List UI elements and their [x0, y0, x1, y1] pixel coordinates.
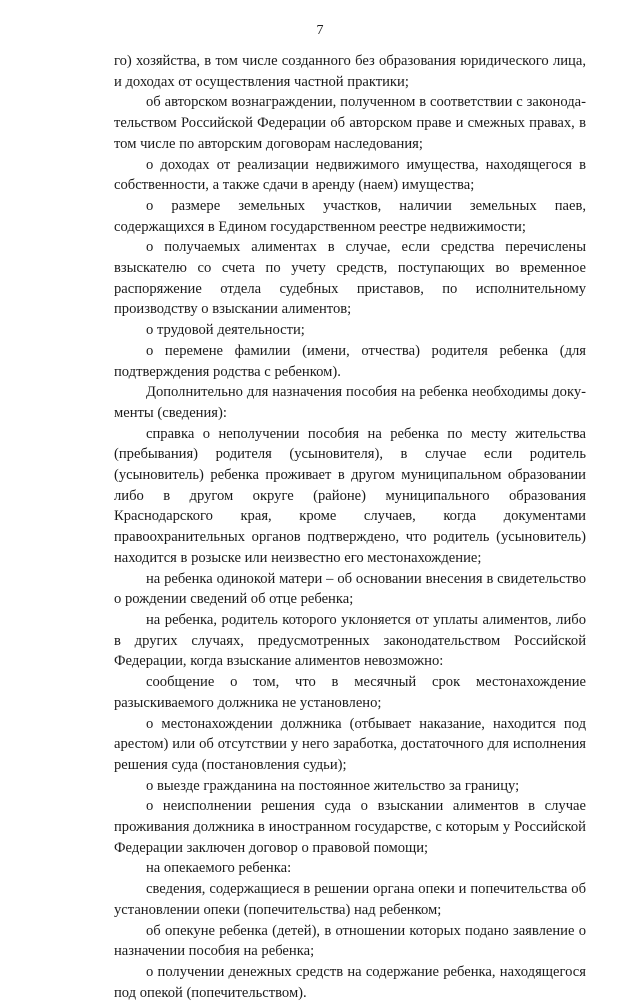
paragraph: о получаемых алиментах в случае, если средства перечислены взыскателю со счета по учету средств, поступающих во временное распоряжение отдела судебных приставов, по исполнительному производству о взыскании алиментов; — [114, 239, 586, 318]
paragraph: го) хозяйства, в том числе созданного без образования юридического лица, и доходах от осуществления частной практики; — [114, 53, 586, 90]
document-body — [114, 51, 586, 1003]
paragraph: о получении денежных средств на содержание ребенка, находящегося под опекой (попечительством). — [114, 963, 586, 1001]
paragraph: справка о неполучении пособия на ребенка по месту жительства (пребывания) родителя (усыновителя), в случае если родитель (усыновитель) ребенка проживает в другом муниципальном образовании либо в другом округе (районе) муниципального образования Краснодарского края, кроме случаев, когда документами правоохранительных органов подтверждено, что родитель (усыновитель) находится в розыске или неизвестно его местонахождение; — [114, 425, 586, 566]
paragraph: о доходах от реализации недвижимого имущества, находящегося в собственности, а также сдачи в аренду (наем) имущества; — [114, 156, 586, 194]
paragraph: о размере земельных участков, наличии земельных паев, содержащихся в Едином государственном реестре недвижимости; — [114, 197, 586, 235]
paragraph: о местонахождении должника (отбывает наказание, находится под арестом) или об отсутствии у него заработка, достаточного для исполнения решения суда (постановления судьи); — [114, 715, 586, 773]
page-number: 7 — [316, 23, 324, 38]
paragraph: о перемене фамилии (имени, отчества) родителя ребенка (для подтверждения родства с ребенком). — [114, 342, 586, 380]
paragraph: об авторском вознаграждении, полученном в соответствии с законодательством Российской Федерации об авторском праве и смежных правах, в том числе по авторским договорам наследования; — [114, 94, 586, 152]
paragraph: о выезде гражданина на постоянное жительство за границу; — [146, 777, 520, 794]
paragraph: о неисполнении решения суда о взыскании алиментов в случае проживания должника в иностранном государстве, с которым у Российской Федерации заключен договор о правовой помощи; — [114, 798, 586, 856]
paragraph: на опекаемого ребенка: — [146, 860, 292, 877]
paragraph: об опекуне ребенка (детей), в отношении которых подано заявление о назначении пособия на ребенка; — [114, 922, 586, 960]
paragraph: на ребенка одинокой матери – об основании внесения в свидетельство о рождении сведений об отце ребенка; — [114, 570, 586, 608]
paragraph: о трудовой деятельности; — [146, 322, 305, 339]
paragraph: на ребенка, родитель которого уклоняется от уплаты алиментов, либо в других случаях, предусмотренных законодательством Российской Федерации, когда взыскание алиментов невозможно: — [114, 611, 586, 670]
paragraph: сообщение о том, что в месячный срок местонахождение разыскиваемого должника не установлено; — [114, 674, 586, 711]
paragraph: сведения, содержащиеся в решении органа опеки и попечительства об установлении опеки (попечительства) над ребенком; — [114, 881, 586, 918]
paragraph: Дополнительно для назначения пособия на ребенка необходимы документы (сведения): — [114, 384, 586, 421]
